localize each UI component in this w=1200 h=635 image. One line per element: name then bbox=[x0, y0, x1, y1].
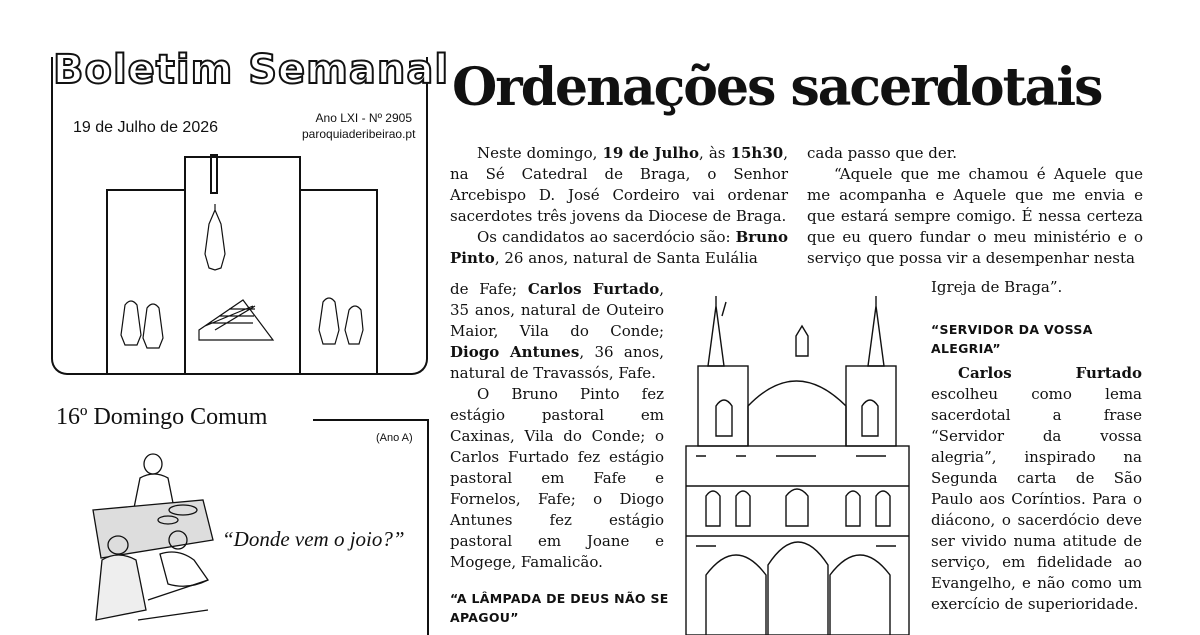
paragraph-intro: Neste domingo, 19 de Julho, às 15h30, na Sé Catedral de Braga, o Senhor Arcebispo D. José Cordeiro vai ordenar sacerdotes três jovens da Diocese de Braga. bbox=[450, 144, 788, 225]
paragraph-motto: Carlos Furtado escolheu como lema sacerdotal a frase “Servidor da vossa alegria”, inspirado na Segunda carta de São Paulo aos Coríntios. Para o diácono, o sacerdócio deve ser vivido numa atitude de serviço, em fidelidade ao Evangelho, e não como um exercício de superioridade. bbox=[931, 364, 1142, 613]
website-link[interactable]: paroquiaderibeirao.pt bbox=[302, 127, 416, 141]
paragraph-quote: “Aquele que me chamou é Aquele que me acompanha e Aquele que me envia e que estará sempre comigo. É nessa certeza que eu quero fundar o meu ministério e o serviço que possa vir a desempenhar nesta bbox=[807, 165, 1143, 267]
bulletin-issue-info bbox=[302, 110, 416, 142]
article-column-1-bottom bbox=[450, 279, 664, 573]
paragraph-internships: O Bruno Pinto fez estágio pastoral em Caxinas, Vila do Conde; o Carlos Furtado fez estágio pastoral em Fafe e Fornelos, Fafe; o Diogo Antunes fez estágio pastoral em Joane e Mogege, Famalicão. bbox=[450, 385, 664, 571]
cathedral-illustration bbox=[676, 296, 919, 635]
bulletin-title: Boletim Semanal bbox=[53, 47, 450, 93]
sanctuary-illustration bbox=[95, 150, 385, 375]
paragraph-quote-end: Igreja de Braga”. bbox=[931, 278, 1063, 296]
section-divider bbox=[313, 419, 429, 421]
gospel-illustration bbox=[88, 450, 223, 635]
paragraph-continuation: cada passo que der. bbox=[807, 144, 958, 162]
paragraph-candidates-cont: de Fafe; Carlos Furtado, 35 anos, natural de Outeiro Maior, Vila do Conde; Diogo Antunes, 36 anos, natural de Travassós, Fafe. bbox=[450, 280, 665, 382]
article-column-2-top bbox=[807, 143, 1143, 269]
article-column-2-bottom bbox=[931, 363, 1142, 615]
paragraph-candidates: Os candidatos ao sacerdócio são: Bruno Pinto, 26 anos, natural de Santa Eulália bbox=[450, 228, 788, 267]
section-border bbox=[427, 419, 429, 635]
lamp-shape bbox=[211, 155, 217, 193]
article-column-1-top bbox=[450, 143, 788, 269]
subheading-servant: “SERVIDOR DA VOSSA ALEGRIA” bbox=[931, 322, 1093, 356]
liturgical-year: (Ano A) bbox=[376, 432, 413, 444]
article-headline: Ordenações sacerdotais bbox=[452, 57, 1102, 118]
bulletin-date: 19 de Julho de 2026 bbox=[73, 119, 219, 136]
gospel-quote: “Donde vem o joio?” bbox=[222, 527, 405, 551]
issue-number: Ano LXI - Nº 2905 bbox=[315, 111, 412, 125]
sunday-title: 16º Domingo Comum bbox=[56, 404, 268, 430]
subheading-lamp: “A LÂMPADA DE DEUS NÃO SE APAGOU” bbox=[450, 591, 669, 625]
